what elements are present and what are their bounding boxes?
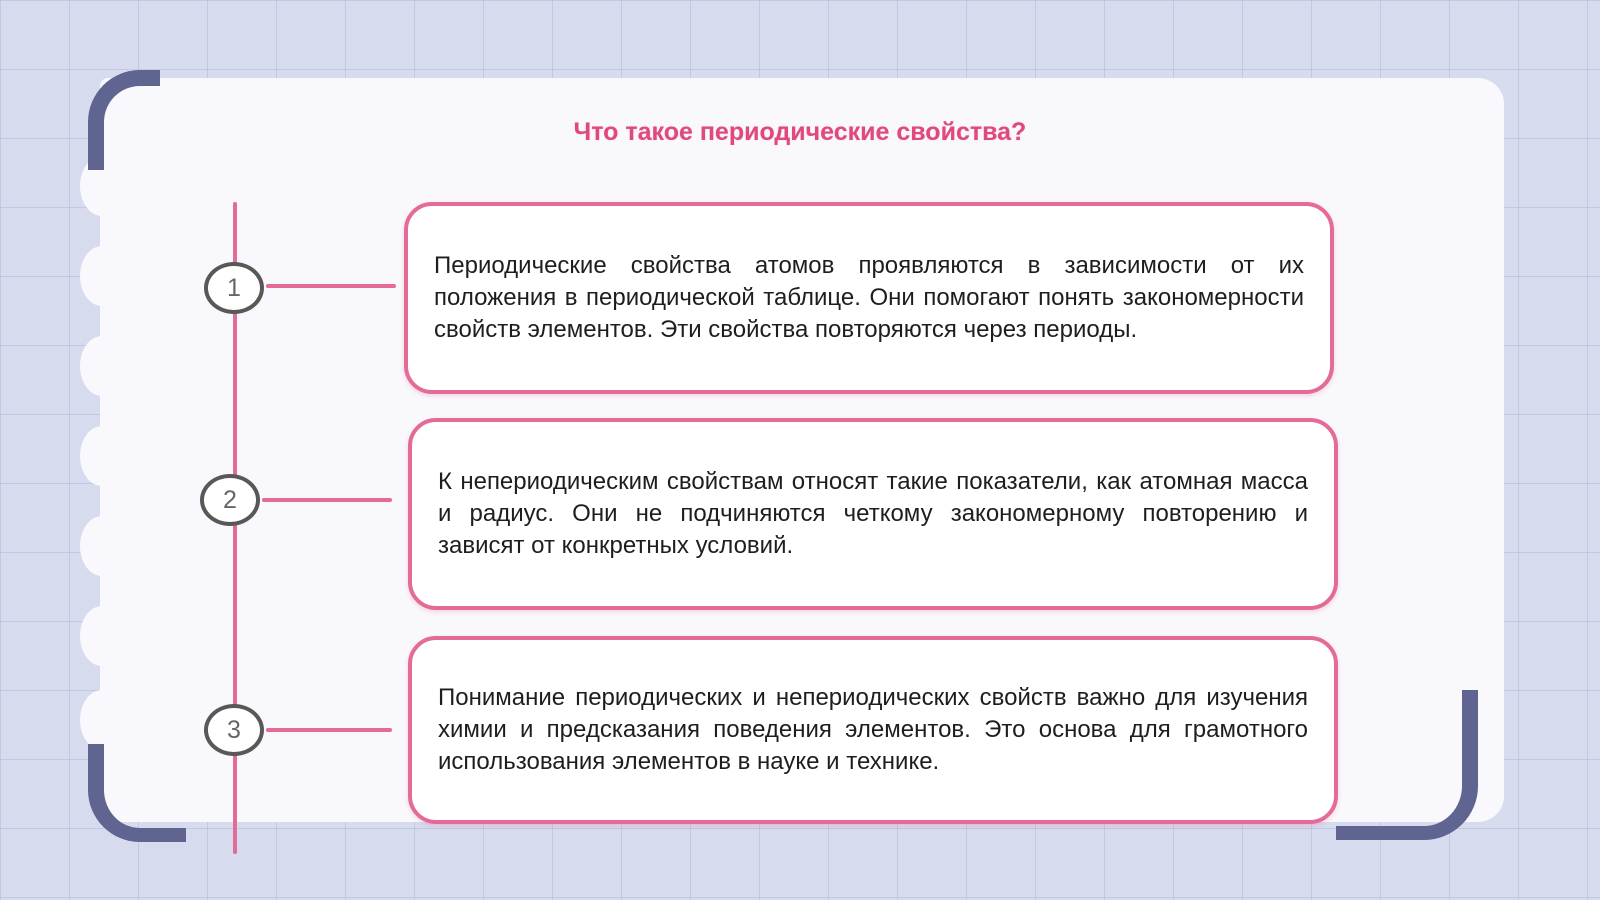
step-card-1	[404, 202, 1334, 394]
step-number-1: 1	[204, 262, 264, 314]
timeline-connector-1	[266, 284, 396, 288]
timeline-connector-2	[262, 498, 392, 502]
sheet-scallop	[80, 246, 124, 306]
step-number-2: 2	[200, 474, 260, 526]
sheet-scallop	[80, 336, 124, 396]
step-number-3: 3	[204, 704, 264, 756]
step-card-text: Периодические свойства атомов проявляются в зависимости от их положения в периодической таблице. Они помогают понять закономерности свойств элементов. Эти свойства повторяются через периоды.	[434, 252, 1304, 343]
step-card-2	[408, 418, 1338, 610]
sheet-scallop	[80, 516, 124, 576]
sheet-scallop	[80, 426, 124, 486]
step-card-text: К непериодическим свойствам относят такие показатели, как атомная масса и радиус. Они не подчиняются четкому закономерному повторению и зависят от конкретных условий.	[438, 468, 1308, 559]
step-card-text: Понимание периодических и непериодических свойств важно для изучения химии и предсказания поведения элементов. Это основа для грамотного использования элементов в науке и технике.	[438, 684, 1308, 775]
step-card-3	[408, 636, 1338, 824]
sheet-scallop	[80, 690, 124, 750]
frame-corner-bottom-left	[88, 744, 186, 842]
timeline-connector-3	[266, 728, 392, 732]
sheet-scallop	[80, 606, 124, 666]
slide-title: Что такое периодические свойства?	[573, 118, 1027, 146]
frame-corner-bottom-right	[1336, 690, 1478, 840]
frame-corner-top-left	[88, 70, 160, 170]
